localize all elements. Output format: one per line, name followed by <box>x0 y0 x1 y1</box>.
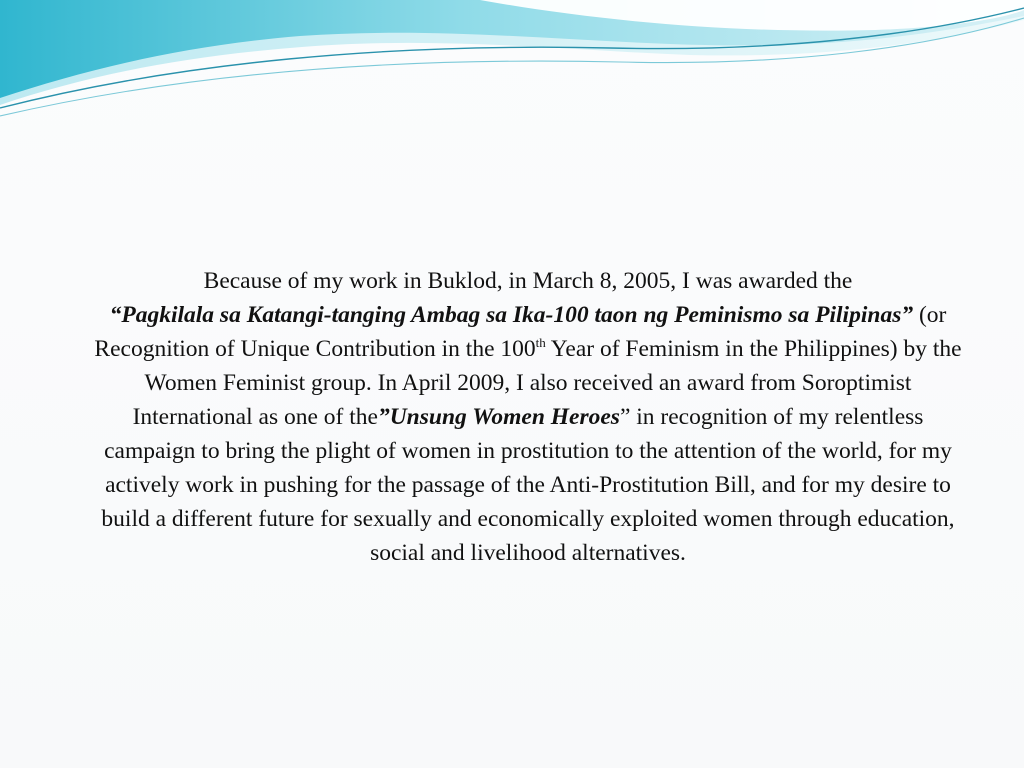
decorative-wave-header <box>0 0 1024 130</box>
ordinal-suffix: th <box>535 335 546 351</box>
award-title-text: “Pagkilala sa Katangi-tanging Ambag sa Ika-100 taon ng Peminismo sa Pilipinas” <box>109 302 914 328</box>
award-translation-end-text: Year of Feminism in the Philippines) by the Women Feminist group. In April 2009, I also received an award from Soroptimist International as one of the <box>132 336 962 430</box>
closing-text: ” in recognition of my relentless campaign to bring the plight of women in prostitution to the attention of the world, for my actively work in pushing for the passage of the Anti-Prostitution Bill, and for my desire to build a different future for sexually and economically exploited women through education, social and livelihood alternatives. <box>101 404 955 566</box>
honor-title-text: ”Unsung Women Heroes <box>377 404 620 430</box>
award-paragraph <box>88 264 968 570</box>
award-translation-start-text: (or Recognition of Unique Contribution in the 100 <box>94 302 947 362</box>
award-intro-text: Because of my work in Buklod, in March 8, 2005, I was awarded the <box>203 268 853 294</box>
